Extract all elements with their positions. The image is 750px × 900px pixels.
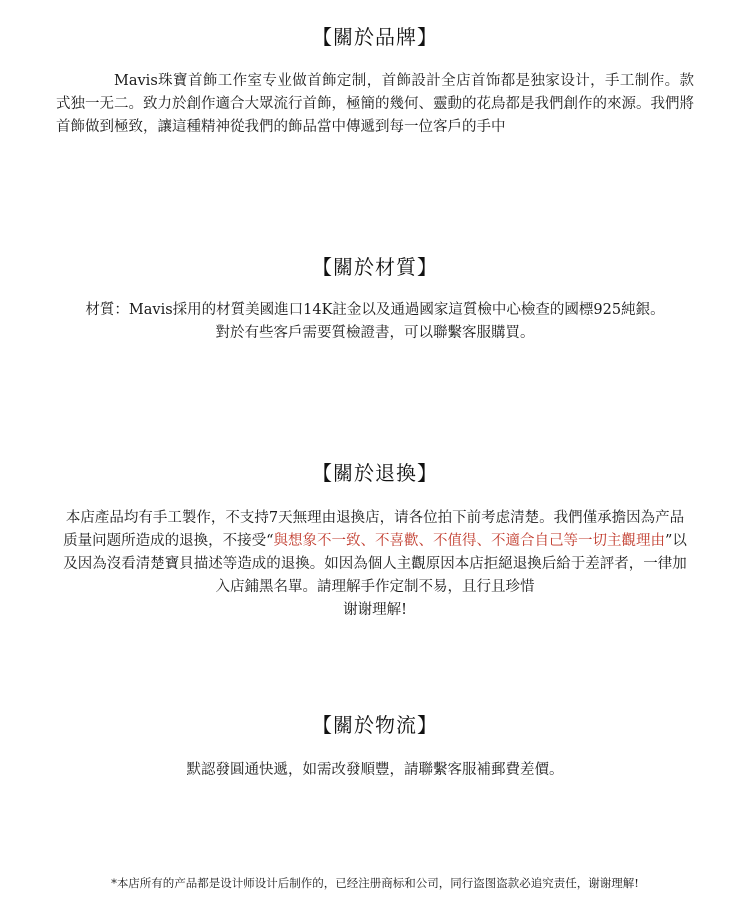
material-description-line1: 材質：Mavis採用的材質美國進口14K註金以及通過國家這質檢中心檢查的國標925純銀。 <box>85 302 665 318</box>
returns-policy <box>60 507 690 599</box>
logistics-description: 默認發圓通快遞，如需改發順豐，請聯繫客服補郵費差價。 <box>186 762 564 778</box>
returns-policy-text-end: ”以及因為沒看清楚寶貝描述等造成的退換。如因為個人主觀原因本店拒絕退換后給于差評者，一律加入店鋪黑名單。請理解手作定制不易，且行且珍惜 <box>63 533 687 595</box>
copyright-notice: *本店所有的产品都是设计师设计后制作的，已经注册商标和公司，同行盗图盗款必追究责任，谢谢理解! <box>111 876 639 890</box>
material-section-title: 【關於材質】 <box>312 255 438 279</box>
returns-section-title: 【關於退換】 <box>312 461 438 485</box>
brand-description: Mavis珠寶首飾工作室专业做首飾定制，首飾設計全店首饰都是独家设计，手工制作。款式独一无二。致力於創作適合大眾流行首飾，極簡的幾何、靈動的花鳥都是我們創作的來源。我們將首飾做到極致，讓這種精神從我們的飾品當中傳遞到每一位客戶的手中 <box>56 73 694 135</box>
returns-thanks: 谢谢理解! <box>343 602 407 618</box>
logistics-section-title: 【關於物流】 <box>312 713 438 737</box>
returns-policy-text-start: 本店產品均有手工製作，不支持7天無理由退換店，请各位拍下前考虑清楚。我們僅承擔因為产品质量问题所造成的退換，不接受“ <box>63 510 685 549</box>
brand-section-title: 【關於品牌】 <box>312 25 438 49</box>
material-description-line2: 對於有些客戶需要質檢證書，可以聯繫客服購買。 <box>215 325 535 341</box>
returns-excluded-reasons: 與想象不一致、不喜歡、不值得、不適合自己等一切主觀理由 <box>273 533 665 549</box>
